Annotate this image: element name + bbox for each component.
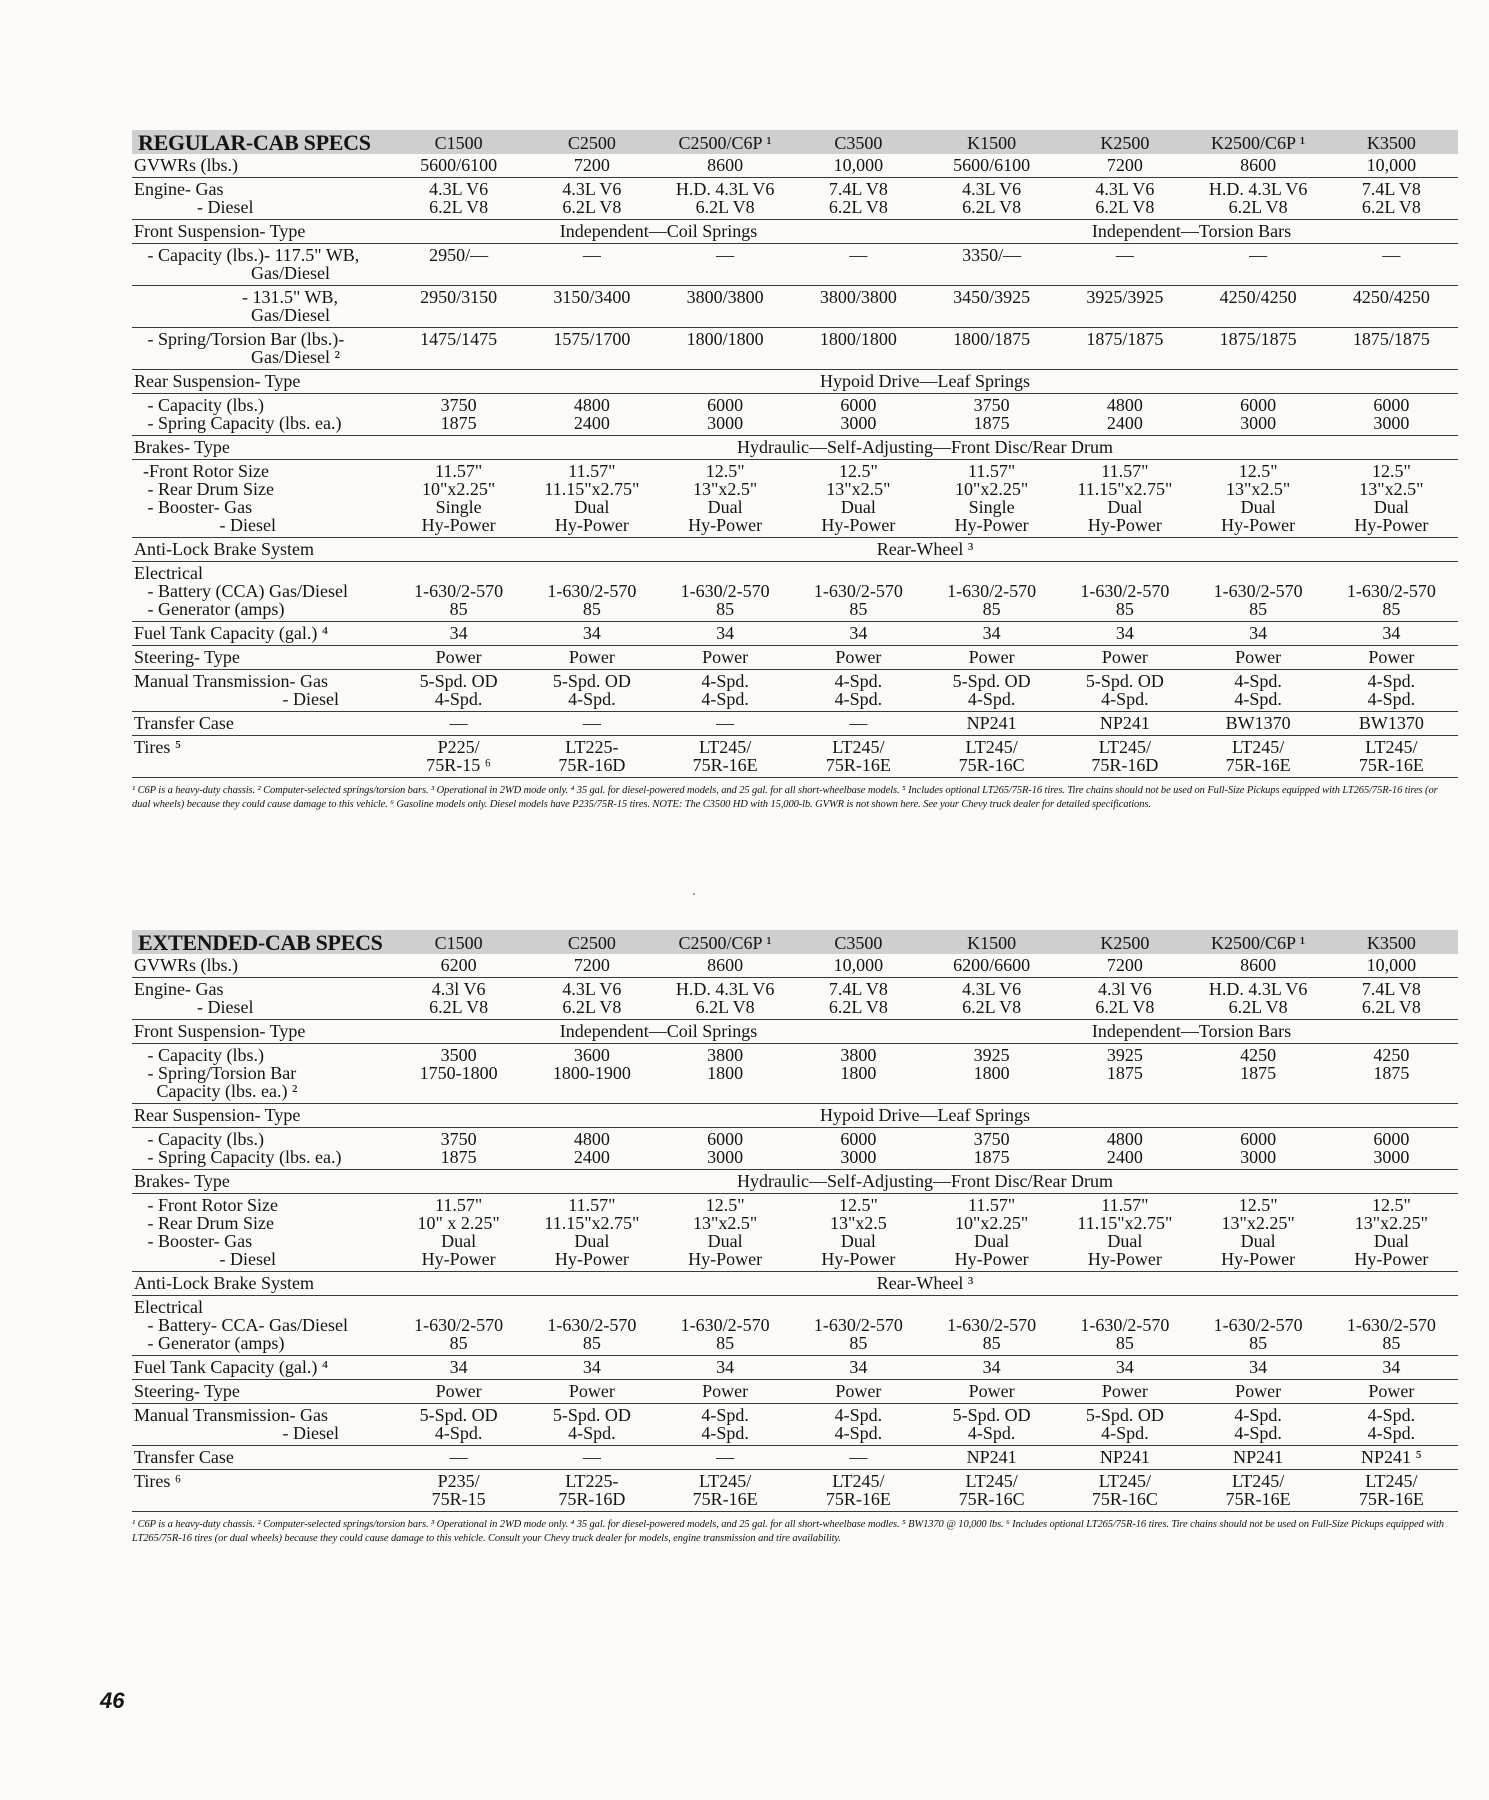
- spec-cell: 34: [1382, 1357, 1401, 1377]
- spec-row-steering: [132, 646, 1458, 670]
- spec-cell: —: [716, 245, 735, 265]
- spec-cell: 11.57" 10"x2.25" Single Hy-Power: [954, 461, 1029, 535]
- row-label: Tires ⁶: [134, 1471, 182, 1491]
- spec-cell: 1875/1875: [1219, 329, 1297, 349]
- spec-cell: 7200: [1106, 955, 1143, 975]
- spec-row-transfer: [132, 1446, 1458, 1470]
- spec-cell: 1875/1875: [1086, 329, 1164, 349]
- spec-cell: 12.5" 13"x2.25" Dual Hy-Power: [1221, 1195, 1296, 1269]
- row-label: - Capacity (lbs.) - Spring/Torsion Bar Capacity (lbs. ea.) ²: [147, 1045, 298, 1101]
- spec-cell: LT245/ 75R-16C: [958, 1471, 1025, 1509]
- extended-body: [132, 954, 1458, 1512]
- row-label: Rear Suspension- Type: [134, 371, 301, 391]
- spec-cell: H.D. 4.3L V6 6.2L V8: [1208, 979, 1308, 1017]
- spec-span: Rear-Wheel ³: [876, 1273, 974, 1293]
- spec-row-front-cap117: [132, 244, 1458, 286]
- row-label: Steering- Type: [134, 647, 240, 667]
- spec-cell: 8600: [1240, 955, 1277, 975]
- row-label: Steering- Type: [134, 1381, 240, 1401]
- spec-cell: 6200/6600: [953, 955, 1031, 975]
- spec-cell: 4.3L V6 6.2L V8: [1095, 179, 1155, 217]
- spec-span: Hypoid Drive—Leaf Springs: [820, 1105, 1030, 1125]
- spec-cell: 34: [1382, 623, 1401, 643]
- spec-row-front-cap131: [132, 286, 1458, 328]
- spec-cell: 1-630/2-570 85: [1346, 581, 1436, 619]
- spec-cell: 34: [582, 623, 601, 643]
- spec-cell: Power: [435, 1381, 482, 1401]
- spec-cell: Power: [968, 647, 1015, 667]
- spec-cell: —: [1382, 245, 1401, 265]
- row-label: Front Suspension- Type: [134, 1021, 306, 1041]
- spec-cell: LT245/ 75R-16E: [1225, 737, 1291, 775]
- spec-row-brakes: [132, 460, 1458, 538]
- spec-cell: Power: [435, 647, 482, 667]
- col-header: K3500: [1325, 930, 1458, 954]
- spec-cell: 4-Spd. 4-Spd.: [834, 671, 883, 709]
- spec-cell: 2950/3150: [420, 287, 498, 307]
- spec-row-electrical: [132, 562, 1458, 622]
- spec-cell: 3750 1875: [440, 395, 477, 433]
- spec-cell: 7200: [573, 955, 610, 975]
- spec-cell: 11.57" 10"x2.25" Dual Hy-Power: [954, 1195, 1029, 1269]
- spec-cell: BW1370: [1358, 713, 1424, 733]
- spec-cell: 3925/3925: [1086, 287, 1164, 307]
- spec-cell: LT225- 75R-16D: [558, 1471, 626, 1509]
- spec-cell: 1-630/2-570 85: [813, 581, 903, 619]
- spec-cell: —: [849, 245, 868, 265]
- spec-cell: 1875/1875: [1352, 329, 1430, 349]
- row-label: Manual Transmission- Gas - Diesel: [134, 1405, 339, 1443]
- spec-cell: 34: [449, 623, 468, 643]
- spec-row-electrical: [132, 1296, 1458, 1356]
- spec-cell: 1800/1800: [819, 329, 897, 349]
- spec-cell: H.D. 4.3L V6 6.2L V8: [675, 179, 775, 217]
- spec-cell: 4250 1875: [1240, 1045, 1277, 1083]
- spec-cell: 6000 3000: [840, 1129, 877, 1167]
- spec-cell: 4.3L V6 6.2L V8: [962, 979, 1022, 1017]
- row-label: - Capacity (lbs.) - Spring Capacity (lbs. ea.): [147, 395, 342, 433]
- spec-cell: 34: [1249, 1357, 1268, 1377]
- stray-dot: [693, 893, 695, 895]
- spec-cell: 1-630/2-570 85: [680, 1315, 770, 1353]
- spec-cell: Power: [835, 647, 882, 667]
- spec-cell: 6000 3000: [707, 1129, 744, 1167]
- spec-row-fuel: [132, 622, 1458, 646]
- spec-row-brakes-type: [132, 436, 1458, 460]
- spec-cell: BW1370: [1225, 713, 1291, 733]
- row-label: Fuel Tank Capacity (gal.) ⁴: [134, 623, 329, 643]
- row-label: -Front Rotor Size - Rear Drum Size - Booster- Gas - Diesel: [143, 461, 276, 535]
- spec-cell: 3750 1875: [973, 1129, 1010, 1167]
- spec-row-abs: [132, 538, 1458, 562]
- spec-cell: 34: [1115, 1357, 1134, 1377]
- spec-cell: 4.3L V6 6.2L V8: [429, 179, 489, 217]
- spec-row-steering: [132, 1380, 1458, 1404]
- spec-cell: —: [849, 713, 868, 733]
- row-label: Engine- Gas - Diesel: [134, 979, 254, 1017]
- spec-cell: 34: [982, 1357, 1001, 1377]
- spec-row-abs: [132, 1272, 1458, 1296]
- spec-cell: 1-630/2-570 85: [947, 1315, 1037, 1353]
- row-label: Brakes- Type: [134, 437, 230, 457]
- regular-header-row: [132, 130, 1458, 154]
- spec-cell: Power: [1235, 1381, 1282, 1401]
- spec-cell: 10,000: [1366, 155, 1417, 175]
- spec-cell: P235/ 75R-15: [431, 1471, 486, 1509]
- spec-cell: 1800/1800: [686, 329, 764, 349]
- spec-cell: 1-630/2-570 85: [813, 1315, 903, 1353]
- spec-cell: 1-630/2-570 85: [1080, 581, 1170, 619]
- row-label: Engine- Gas - Diesel: [134, 179, 254, 217]
- spec-span: Hypoid Drive—Leaf Springs: [820, 371, 1030, 391]
- spec-row-manual: [132, 670, 1458, 712]
- spec-row-brakes-type: [132, 1170, 1458, 1194]
- col-header: C3500: [792, 930, 925, 954]
- spec-cell: 4800 2400: [573, 1129, 610, 1167]
- spec-cell: 34: [849, 623, 868, 643]
- spec-cell: Power: [568, 1381, 615, 1401]
- spec-cell: 11.57" 11.15"x2.75" Dual Hy-Power: [544, 1195, 640, 1269]
- spec-cell: 1800/1875: [953, 329, 1031, 349]
- col-header: K2500/C6P ¹: [1192, 930, 1325, 954]
- spec-span: Rear-Wheel ³: [876, 539, 974, 559]
- spec-row-front-cap: [132, 1044, 1458, 1104]
- spec-cell: P225/ 75R-15 ⁶: [426, 737, 492, 775]
- spec-cell: 3600 1800-1900: [552, 1045, 631, 1083]
- spec-cell: LT245/ 75R-16E: [1225, 1471, 1291, 1509]
- extended-header-row: [132, 930, 1458, 954]
- spec-cell: 34: [849, 1357, 868, 1377]
- col-header: C1500: [392, 930, 525, 954]
- spec-cell: 4800 2400: [1106, 1129, 1143, 1167]
- spec-row-engine: [132, 178, 1458, 220]
- spec-cell: 1-630/2-570 85: [947, 581, 1037, 619]
- spec-row-brakes: [132, 1194, 1458, 1272]
- spec-cell: 1-630/2-570 85: [414, 1315, 504, 1353]
- spec-cell: NP241: [1099, 1447, 1150, 1467]
- spec-cell: 6000 3000: [1240, 1129, 1277, 1167]
- spec-cell: 1475/1475: [420, 329, 498, 349]
- col-header: K1500: [925, 930, 1058, 954]
- spec-cell: 3925 1800: [973, 1045, 1010, 1083]
- spec-cell: 4-Spd. 4-Spd.: [1234, 671, 1282, 709]
- spec-cell: 4250 1875: [1373, 1045, 1410, 1083]
- row-label: Manual Transmission- Gas - Diesel: [134, 671, 339, 709]
- spec-cell: LT245/ 75R-16E: [692, 1471, 758, 1509]
- spec-cell: 4-Spd. 4-Spd.: [701, 1405, 749, 1443]
- spec-row-rear-type: [132, 1104, 1458, 1128]
- spec-cell: 5-Spd. OD 4-Spd.: [952, 671, 1031, 709]
- spec-cell: 34: [582, 1357, 601, 1377]
- col-header: K2500/C6P ¹: [1192, 130, 1325, 154]
- spec-cell: 6000 3000: [707, 395, 744, 433]
- spec-cell: NP241 ⁵: [1360, 1447, 1422, 1467]
- spec-cell: 3750 1875: [440, 1129, 477, 1167]
- spec-row-engine: [132, 978, 1458, 1020]
- spec-row-rear-cap: [132, 394, 1458, 436]
- row-label: Electrical - Battery- CCA- Gas/Diesel - Generator (amps): [134, 1297, 348, 1353]
- spec-cell: 5-Spd. OD 4-Spd.: [419, 1405, 498, 1443]
- spec-cell: 34: [1249, 623, 1268, 643]
- spec-cell: 4-Spd. 4-Spd.: [1367, 1405, 1416, 1443]
- spec-cell: —: [716, 1447, 735, 1467]
- spec-cell: 6000 3000: [1373, 1129, 1410, 1167]
- spec-cell: LT225- 75R-16D: [558, 737, 626, 775]
- spec-cell: —: [849, 1447, 868, 1467]
- col-header: C2500: [525, 130, 658, 154]
- spec-cell: LT245/ 75R-16C: [1091, 1471, 1158, 1509]
- col-header: C1500: [392, 130, 525, 154]
- col-header: K1500: [925, 130, 1058, 154]
- col-header: K3500: [1325, 130, 1458, 154]
- spec-cell: 1-630/2-570 85: [1080, 1315, 1170, 1353]
- spec-cell: NP241: [1099, 713, 1150, 733]
- spec-cell: 3800/3800: [686, 287, 764, 307]
- spec-cell: 11.57" 11.15"x2.75" Dual Hy-Power: [544, 461, 640, 535]
- row-label: Brakes- Type: [134, 1171, 230, 1191]
- spec-cell: 4.3L V6 6.2L V8: [562, 979, 622, 1017]
- spec-cell: 6000 3000: [1373, 395, 1410, 433]
- spec-cell: 5600/6100: [953, 155, 1031, 175]
- spec-row-gvwr: [132, 154, 1458, 178]
- regular-footnotes: ¹ C6P is a heavy-duty chassis. ² Computer-selected springs/torsion bars. ³ Operational in 2WD mode only. ⁴ 35 gal. for diesel-powered models, and 25 gal. for all short-wheelbase models. ⁵ Includes optional LT265/75R-16 tires. Tire chains should not be used on Full-Size Pickups equipped with LT265/75R-16 tires (or dual wheels) because they could cause damage to this vehicle. ⁶ Gasoline models only. Diesel models have P235/75R-15 tires. NOTE: The C3500 HD with 15,000-lb. GVWR is not shown here. See your Chevy truck dealer for detailed specifications.: [132, 785, 1438, 810]
- spec-cell: 34: [1115, 623, 1134, 643]
- spec-span: Hydraulic—Self-Adjusting—Front Disc/Rear Drum: [737, 1171, 1113, 1191]
- spec-cell: —: [582, 245, 601, 265]
- spec-cell: Power: [1368, 647, 1415, 667]
- col-header: C2500/C6P ¹: [659, 130, 792, 154]
- col-header: K2500: [1058, 130, 1191, 154]
- spec-row-front-type: [132, 220, 1458, 244]
- row-label: Anti-Lock Brake System: [134, 1273, 314, 1293]
- spec-cell: 12.5" 13"x2.25" Dual Hy-Power: [1354, 1195, 1429, 1269]
- spec-row-front-type: [132, 1020, 1458, 1044]
- spec-cell: 34: [716, 1357, 735, 1377]
- spec-cell: —: [449, 713, 468, 733]
- spec-cell: 4800 2400: [1106, 395, 1143, 433]
- spec-cell: 5-Spd. OD 4-Spd.: [1085, 1405, 1164, 1443]
- spec-cell: Power: [1235, 647, 1282, 667]
- row-label: - Spring/Torsion Bar (lbs.)- Gas/Diesel ²: [147, 329, 345, 367]
- spec-cell: 3450/3925: [953, 287, 1031, 307]
- row-label: Tires ⁵: [134, 737, 182, 757]
- spec-row-tires: [132, 1470, 1458, 1512]
- spec-span-right: Independent—Torsion Bars: [1091, 1021, 1292, 1041]
- spec-cell: NP241: [966, 713, 1017, 733]
- row-label: - Capacity (lbs.)- 117.5" WB, Gas/Diesel: [147, 245, 360, 283]
- spec-cell: 12.5" 13"x2.5" Dual Hy-Power: [688, 1195, 763, 1269]
- spec-row-gvwr: [132, 954, 1458, 978]
- spec-cell: 4800 2400: [573, 395, 610, 433]
- spec-cell: 4-Spd. 4-Spd.: [701, 671, 749, 709]
- spec-cell: —: [449, 1447, 468, 1467]
- spec-cell: NP241: [1233, 1447, 1284, 1467]
- spec-cell: 4.3L V6 6.2L V8: [962, 179, 1022, 217]
- spec-cell: 7200: [573, 155, 610, 175]
- spec-cell: 5-Spd. OD 4-Spd.: [552, 1405, 631, 1443]
- spec-row-rear-cap: [132, 1128, 1458, 1170]
- spec-cell: Power: [702, 1381, 749, 1401]
- spec-cell: 7.4L V8 6.2L V8: [1361, 979, 1421, 1017]
- spec-cell: LT245/ 75R-16E: [825, 1471, 891, 1509]
- spec-cell: 7.4L V8 6.2L V8: [828, 979, 888, 1017]
- spec-cell: 6200: [440, 955, 477, 975]
- spec-cell: 3150/3400: [553, 287, 631, 307]
- spec-cell: LT245/ 75R-16E: [1358, 737, 1424, 775]
- spec-row-fuel: [132, 1356, 1458, 1380]
- regular-cab-table: [132, 130, 1458, 778]
- spec-cell: 2950/—: [429, 245, 489, 265]
- spec-cell: NP241: [966, 1447, 1017, 1467]
- spec-cell: Power: [702, 647, 749, 667]
- spec-cell: 34: [716, 623, 735, 643]
- spec-cell: 4250/4250: [1219, 287, 1297, 307]
- spec-cell: —: [716, 713, 735, 733]
- regular-body: [132, 154, 1458, 778]
- spec-row-rear-type: [132, 370, 1458, 394]
- spec-cell: 1575/1700: [553, 329, 631, 349]
- row-label: Fuel Tank Capacity (gal.) ⁴: [134, 1357, 329, 1377]
- spec-row-front-spring: [132, 328, 1458, 370]
- spec-cell: 34: [982, 623, 1001, 643]
- col-header: C2500/C6P ¹: [659, 930, 792, 954]
- spec-cell: 4-Spd. 4-Spd.: [1367, 671, 1416, 709]
- extended-footnotes: ¹ C6P is a heavy-duty chassis. ² Computer-selected springs/torsion bars. ³ Operational in 2WD mode only. ⁴ 35 gal. for diesel-powered models, and 25 gal. for all short-wheelbase modles. ⁵ BW1370 @ 10,000 lbs. ⁶ Includes optional LT265/75R-16 tires. Tire chains should not be used on Full-Size Pickups equipped with LT265/75R-16 tires (or dual wheels) because they could cause damage to this vehicle. Consult your Chevy truck dealer for models, engine transmission and tire availability.: [132, 1519, 1444, 1544]
- col-header: K2500: [1058, 930, 1191, 954]
- spec-cell: 5600/6100: [420, 155, 498, 175]
- spec-cell: 3750 1875: [973, 395, 1010, 433]
- spec-cell: 1-630/2-570 85: [547, 581, 637, 619]
- spec-cell: 11.57" 10"x2.25" Single Hy-Power: [421, 461, 496, 535]
- spec-cell: 1-630/2-570 85: [547, 1315, 637, 1353]
- spec-cell: 7200: [1106, 155, 1143, 175]
- spec-span-right: Independent—Torsion Bars: [1091, 221, 1292, 241]
- spec-cell: LT245/ 75R-16E: [825, 737, 891, 775]
- spec-cell: 12.5" 13"x2.5" Dual Hy-Power: [1354, 461, 1429, 535]
- col-header: C2500: [525, 930, 658, 954]
- row-label: GVWRs (lbs.): [134, 955, 238, 975]
- spec-cell: 1-630/2-570 85: [414, 581, 504, 619]
- spec-cell: 5-Spd. OD 4-Spd.: [419, 671, 498, 709]
- spec-cell: 7.4L V8 6.2L V8: [828, 179, 888, 217]
- spec-row-tires: [132, 736, 1458, 778]
- spec-cell: 4-Spd. 4-Spd.: [1234, 1405, 1282, 1443]
- spec-cell: 3500 1750-1800: [419, 1045, 498, 1083]
- spec-row-manual: [132, 1404, 1458, 1446]
- spec-cell: Power: [1101, 1381, 1148, 1401]
- spec-row-transfer: [132, 712, 1458, 736]
- spec-cell: 3925 1875: [1106, 1045, 1143, 1083]
- regular-title: REGULAR-CAB SPECS: [132, 130, 392, 154]
- spec-cell: —: [582, 1447, 601, 1467]
- spec-cell: 4250/4250: [1352, 287, 1430, 307]
- spec-cell: 1-630/2-570 85: [1213, 581, 1303, 619]
- spec-cell: 3800 1800: [840, 1045, 877, 1083]
- spec-cell: 10,000: [833, 155, 884, 175]
- spec-cell: 5-Spd. OD 4-Spd.: [952, 1405, 1031, 1443]
- spec-span: Hydraulic—Self-Adjusting—Front Disc/Rear Drum: [737, 437, 1113, 457]
- spec-cell: 11.57" 11.15"x2.75" Dual Hy-Power: [1077, 1195, 1173, 1269]
- spec-cell: 12.5" 13"x2.5" Dual Hy-Power: [1221, 461, 1296, 535]
- extended-cab-table: [132, 930, 1458, 1512]
- spec-cell: LT245/ 75R-16E: [692, 737, 758, 775]
- spec-cell: —: [582, 713, 601, 733]
- row-label: - Capacity (lbs.) - Spring Capacity (lbs. ea.): [147, 1129, 342, 1167]
- spec-cell: 8600: [707, 955, 744, 975]
- spec-cell: 4.3l V6 6.2L V8: [1095, 979, 1155, 1017]
- row-label: Anti-Lock Brake System: [134, 539, 314, 559]
- row-label: Rear Suspension- Type: [134, 1105, 301, 1125]
- spec-cell: Power: [1101, 647, 1148, 667]
- spec-cell: 3800 1800: [707, 1045, 744, 1083]
- spec-cell: 7.4L V8 6.2L V8: [1361, 179, 1421, 217]
- row-label: Transfer Case: [134, 713, 234, 733]
- row-label: Front Suspension- Type: [134, 221, 306, 241]
- spec-cell: H.D. 4.3L V6 6.2L V8: [1208, 179, 1308, 217]
- spec-cell: LT245/ 75R-16E: [1358, 1471, 1424, 1509]
- spec-cell: 8600: [707, 155, 744, 175]
- spec-cell: 5-Spd. OD 4-Spd.: [552, 671, 631, 709]
- spec-cell: 12.5" 13"x2.5" Dual Hy-Power: [821, 461, 896, 535]
- spec-cell: 1-630/2-570 85: [1346, 1315, 1436, 1353]
- spec-cell: —: [1249, 245, 1268, 265]
- spec-cell: 34: [449, 1357, 468, 1377]
- spec-span-left: Independent—Coil Springs: [559, 221, 758, 241]
- row-label: Transfer Case: [134, 1447, 234, 1467]
- spec-cell: LT245/ 75R-16C: [958, 737, 1025, 775]
- spec-cell: 4-Spd. 4-Spd.: [834, 1405, 883, 1443]
- spec-cell: 11.57" 10" x 2.25" Dual Hy-Power: [417, 1195, 500, 1269]
- spec-cell: LT245/ 75R-16D: [1091, 737, 1159, 775]
- spec-cell: 5-Spd. OD 4-Spd.: [1085, 671, 1164, 709]
- spec-cell: 10,000: [833, 955, 884, 975]
- row-label: - Front Rotor Size - Rear Drum Size - Booster- Gas - Diesel: [147, 1195, 278, 1269]
- spec-cell: 4.3L V6 6.2L V8: [562, 179, 622, 217]
- spec-cell: H.D. 4.3L V6 6.2L V8: [675, 979, 775, 1017]
- row-label: Electrical - Battery (CCA) Gas/Diesel - Generator (amps): [134, 563, 348, 619]
- spec-cell: 8600: [1240, 155, 1277, 175]
- spec-cell: 10,000: [1366, 955, 1417, 975]
- spec-cell: Power: [568, 647, 615, 667]
- regular-cab-specs: [132, 130, 1458, 812]
- spec-cell: 6000 3000: [840, 395, 877, 433]
- spec-cell: 3350/—: [962, 245, 1022, 265]
- spec-cell: —: [1115, 245, 1134, 265]
- spec-cell: 6000 3000: [1240, 395, 1277, 433]
- spec-cell: Power: [968, 1381, 1015, 1401]
- spec-cell: 11.57" 11.15"x2.75" Dual Hy-Power: [1077, 461, 1173, 535]
- row-label: - 131.5" WB, Gas/Diesel: [242, 287, 339, 325]
- spec-cell: 12.5" 13"x2.5 Dual Hy-Power: [821, 1195, 896, 1269]
- spec-span-left: Independent—Coil Springs: [559, 1021, 758, 1041]
- row-label: GVWRs (lbs.): [134, 155, 238, 175]
- spec-cell: 1-630/2-570 85: [1213, 1315, 1303, 1353]
- spec-cell: Power: [835, 1381, 882, 1401]
- extended-cab-specs: [132, 930, 1458, 1546]
- page-number: 46: [100, 1688, 125, 1713]
- spec-cell: 1-630/2-570 85: [680, 581, 770, 619]
- spec-cell: Power: [1368, 1381, 1415, 1401]
- extended-title: EXTENDED-CAB SPECS: [132, 930, 392, 954]
- col-header: C3500: [792, 130, 925, 154]
- spec-cell: 4.3l V6 6.2L V8: [429, 979, 489, 1017]
- spec-cell: 3800/3800: [819, 287, 897, 307]
- spec-cell: 12.5" 13"x2.5" Dual Hy-Power: [688, 461, 763, 535]
